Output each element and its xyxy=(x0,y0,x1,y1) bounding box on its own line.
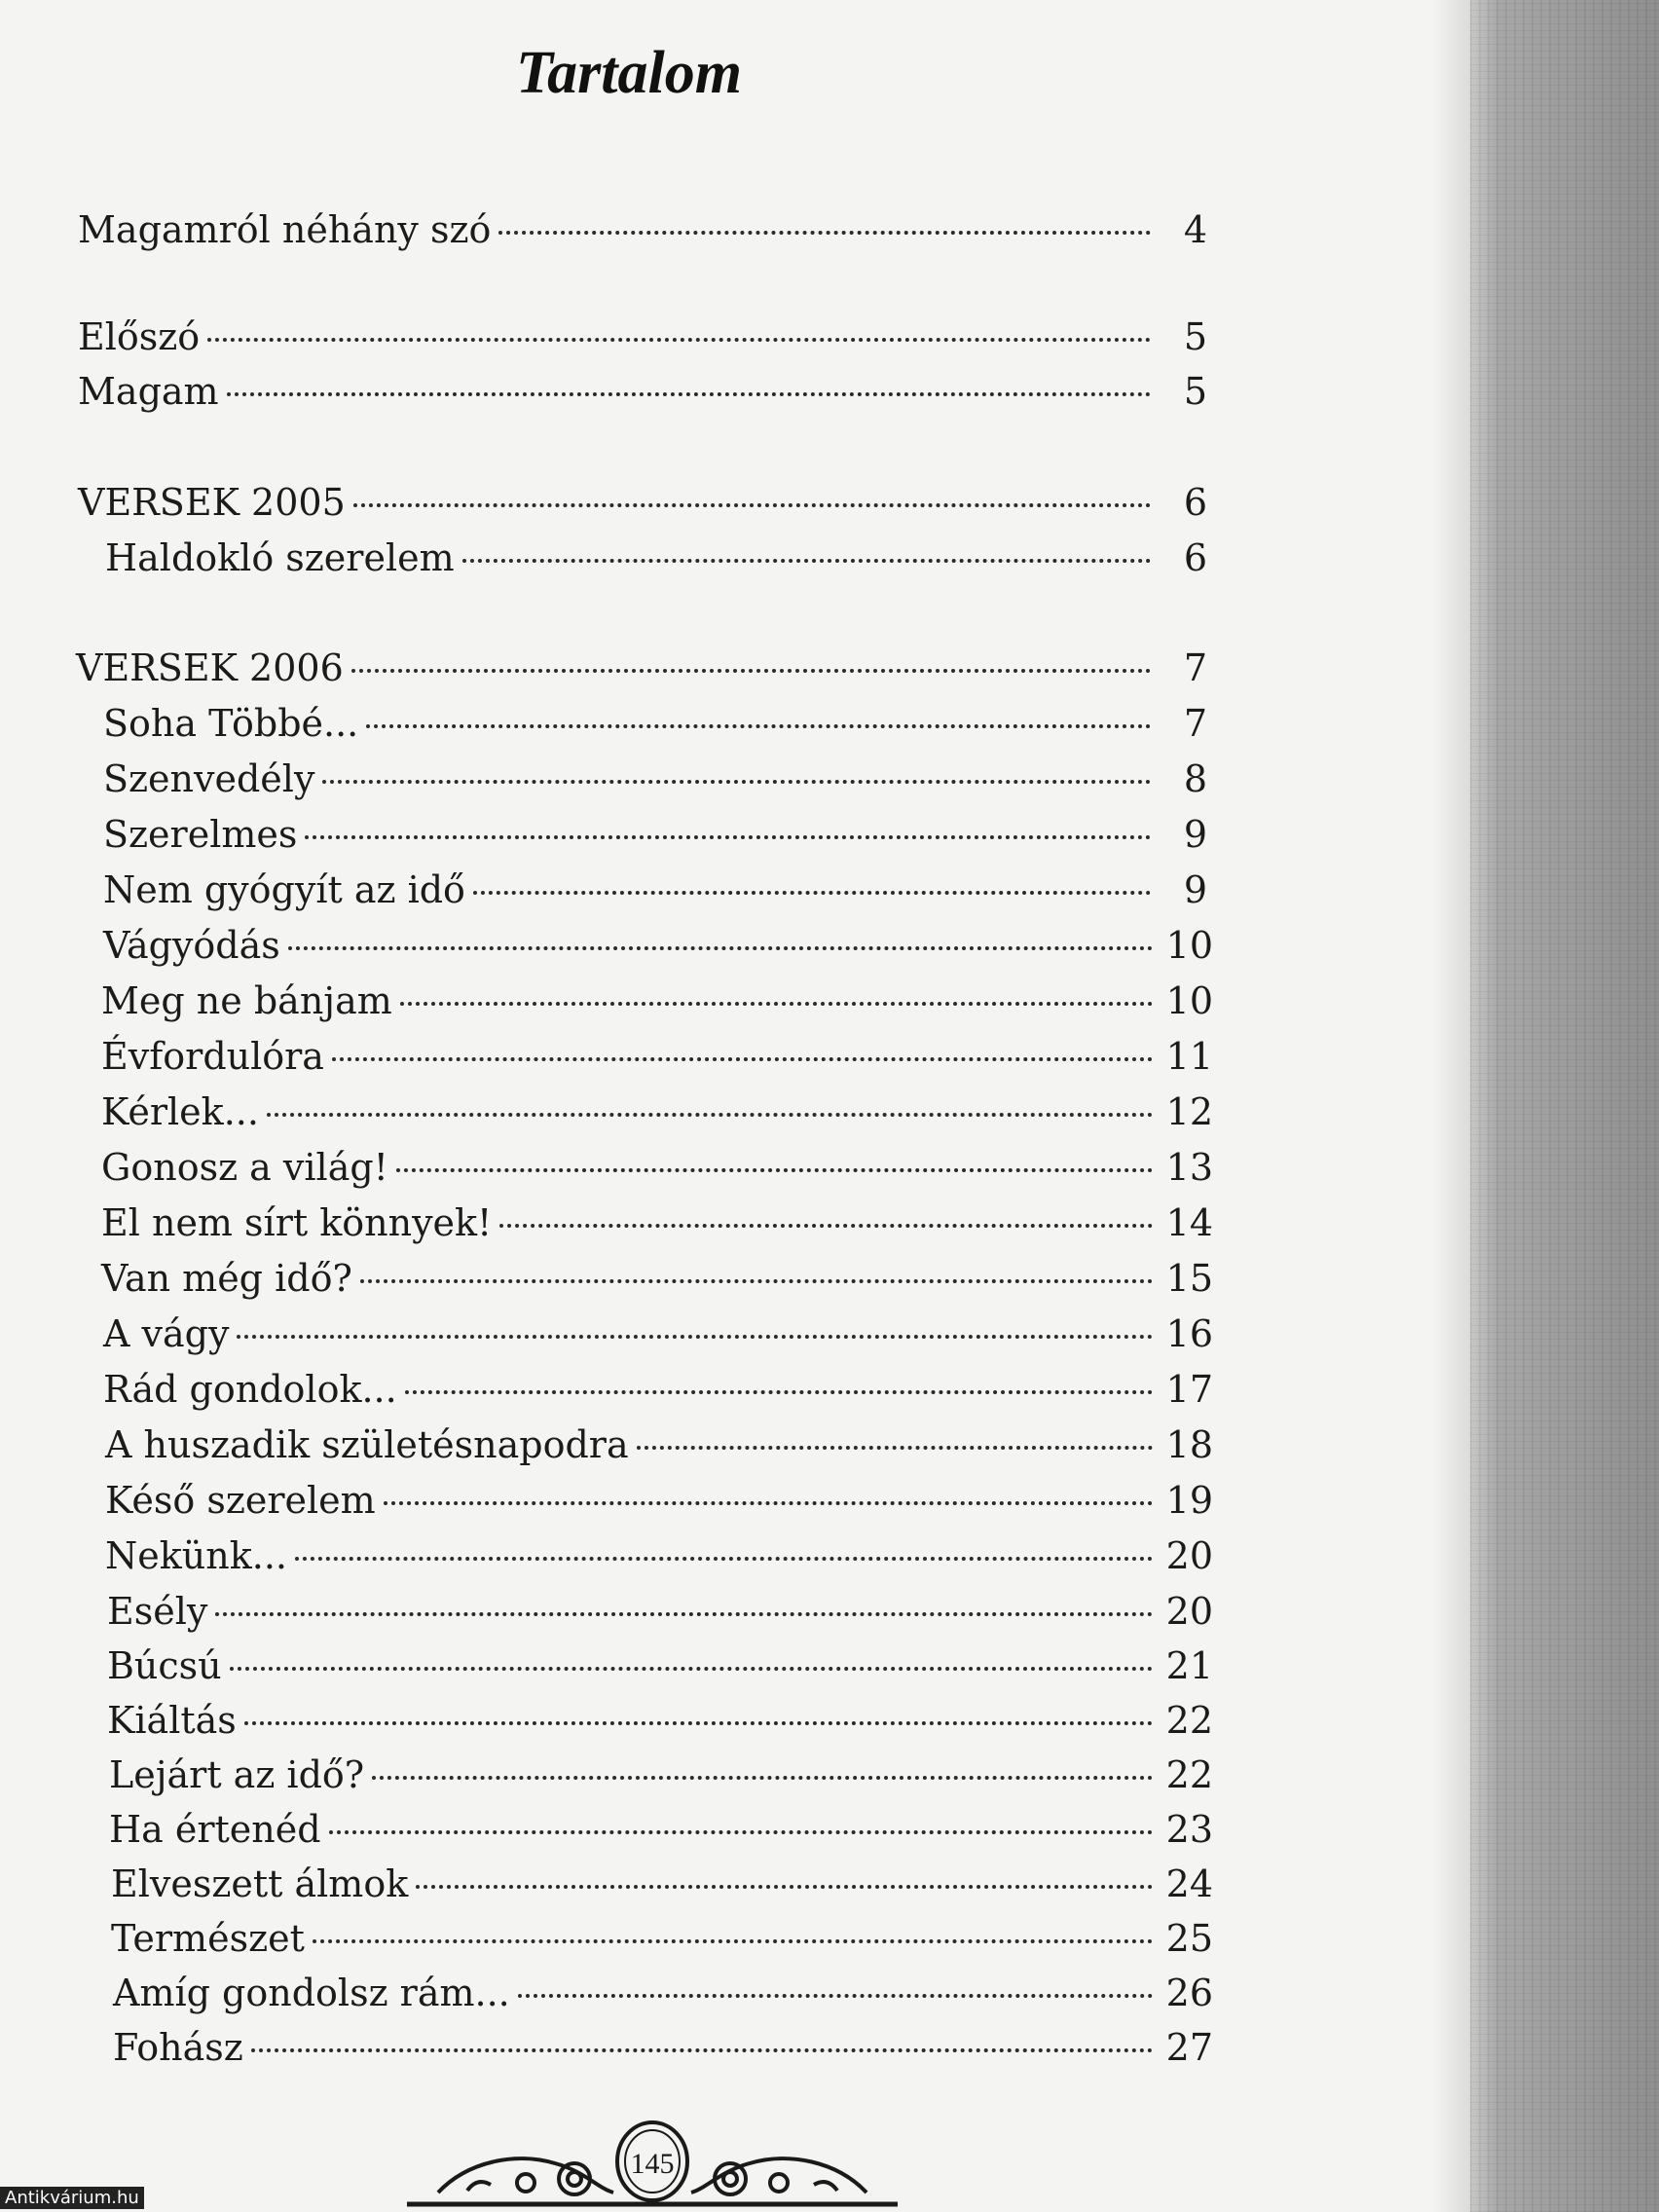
toc-entry xyxy=(107,1584,1213,1639)
toc-entry-page: 15 xyxy=(1165,1257,1213,1300)
leader-dots xyxy=(227,392,1151,396)
toc-entry xyxy=(109,1748,1213,1802)
watermark-logo: Antikvárium.hu xyxy=(0,2187,144,2209)
toc-entry xyxy=(101,1196,1213,1250)
leader-dots xyxy=(372,1776,1152,1780)
toc-entry-title: Esély xyxy=(107,1590,208,1633)
leader-dots xyxy=(351,669,1151,673)
toc-entry xyxy=(103,752,1207,806)
toc-entry xyxy=(76,641,1207,695)
leader-dots xyxy=(462,559,1151,563)
page-shadow xyxy=(1431,0,1470,2212)
toc-entry-title: Előszó xyxy=(78,315,201,358)
leader-dots xyxy=(237,1335,1152,1339)
toc-entry-title: Amíg gondolsz rám... xyxy=(113,1972,510,2014)
leader-dots xyxy=(322,780,1151,784)
toc-entry xyxy=(111,1857,1213,1911)
toc-entry xyxy=(78,475,1207,530)
leader-dots xyxy=(207,338,1151,342)
toc-entry-title: Rád gondolok... xyxy=(103,1368,397,1411)
leader-dots xyxy=(405,1390,1153,1394)
leader-dots xyxy=(400,1002,1153,1006)
toc-entry xyxy=(103,1362,1213,1417)
toc-entry xyxy=(101,1140,1213,1195)
toc-entry-title: Lejárt az idő? xyxy=(109,1753,365,1796)
toc-entry-page: 5 xyxy=(1183,315,1207,358)
toc-entry-page: 17 xyxy=(1165,1368,1213,1411)
toc-entry xyxy=(101,1029,1213,1084)
toc-entry-page: 8 xyxy=(1183,757,1207,800)
toc-entry-page: 9 xyxy=(1183,868,1207,911)
toc-entry xyxy=(105,1418,1213,1472)
toc-entry-page: 27 xyxy=(1165,2026,1213,2069)
toc-entry xyxy=(78,203,1207,257)
toc-entry-title: A vágy xyxy=(103,1312,230,1355)
toc-entry xyxy=(105,1529,1213,1583)
toc-entry-title: Késő szerelem xyxy=(105,1479,376,1522)
toc-entry xyxy=(78,364,1207,419)
toc-entry-title: Magamról néhány szó xyxy=(78,208,492,251)
page-title: Tartalom xyxy=(516,40,742,106)
leader-dots xyxy=(313,1939,1153,1943)
leader-dots xyxy=(215,1612,1152,1616)
leader-dots xyxy=(498,231,1151,235)
toc-entry xyxy=(111,1911,1213,1966)
toc-entry-page: 4 xyxy=(1183,208,1207,251)
leader-dots xyxy=(396,1168,1153,1172)
toc-entry-title: Gonosz a világ! xyxy=(101,1146,388,1189)
toc-entry-page: 22 xyxy=(1165,1753,1213,1796)
toc-entry-title: Elveszett álmok xyxy=(111,1862,409,1905)
leader-dots xyxy=(230,1667,1153,1671)
toc-entry-title: VERSEK 2006 xyxy=(76,646,344,689)
toc-entry xyxy=(101,1085,1213,1139)
leader-dots xyxy=(637,1446,1153,1450)
toc-entry-page: 9 xyxy=(1183,813,1207,856)
toc-entry-title: Évfordulóra xyxy=(101,1035,324,1078)
toc-entry-title: Magam xyxy=(78,370,219,413)
leader-dots xyxy=(332,1057,1153,1061)
toc-entry-page: 20 xyxy=(1165,1590,1213,1633)
toc-entry-title: Soha Többé... xyxy=(103,702,359,745)
toc-entry-page: 13 xyxy=(1165,1146,1213,1189)
toc-entry-page: 10 xyxy=(1165,924,1213,967)
toc-entry-page: 18 xyxy=(1165,1423,1213,1466)
toc-entry-title: Haldokló szerelem xyxy=(105,536,455,579)
toc-entry-page: 22 xyxy=(1165,1699,1213,1742)
toc-entry-title: Búcsú xyxy=(107,1644,222,1687)
toc-entry xyxy=(107,1693,1213,1748)
leader-dots xyxy=(416,1885,1152,1889)
toc-entry-title: El nem sírt könnyek! xyxy=(101,1201,493,1244)
toc-entry xyxy=(103,1307,1213,1361)
toc-entry-page: 19 xyxy=(1165,1479,1213,1522)
toc-entry-title: Fohász xyxy=(113,2026,243,2069)
toc-entry xyxy=(103,807,1207,862)
toc-entry-title: Szenvedély xyxy=(103,757,315,800)
toc-entry xyxy=(105,531,1207,585)
toc-entry-page: 7 xyxy=(1183,646,1207,689)
toc-entry xyxy=(101,974,1213,1028)
toc-entry-title: Nem gyógyít az idő xyxy=(103,868,465,911)
toc-entry xyxy=(107,1639,1213,1693)
toc-entry-title: Nekünk... xyxy=(105,1534,287,1577)
leader-dots xyxy=(267,1113,1153,1117)
toc-entry-page: 26 xyxy=(1165,1972,1213,2014)
leader-dots xyxy=(473,891,1151,895)
toc-entry xyxy=(113,1966,1213,2020)
toc-entry xyxy=(109,1802,1213,1857)
toc-entry-page: 20 xyxy=(1165,1534,1213,1577)
toc-entry-title: Meg ne bánjam xyxy=(101,979,392,1022)
toc-entry-title: Szerelmes xyxy=(103,813,298,856)
leader-dots xyxy=(360,1279,1153,1283)
toc-entry-page: 6 xyxy=(1183,481,1207,524)
leader-dots xyxy=(288,946,1153,950)
toc-entry-title: A huszadik születésnapodra xyxy=(105,1423,629,1466)
toc-entry xyxy=(103,696,1207,751)
toc-entry-page: 6 xyxy=(1183,536,1207,579)
leader-dots xyxy=(518,1994,1153,1998)
leader-dots xyxy=(244,1721,1153,1725)
toc-entry-title: Természet xyxy=(111,1917,305,1960)
toc-entry xyxy=(103,918,1213,973)
toc-entry-title: Van még idő? xyxy=(101,1257,352,1300)
toc-entry-page: 7 xyxy=(1183,702,1207,745)
toc-entry xyxy=(113,2020,1213,2075)
leader-dots xyxy=(366,724,1151,728)
toc-entry-page: 24 xyxy=(1165,1862,1213,1905)
page-number-ornament xyxy=(399,2103,905,2212)
leader-dots xyxy=(329,1830,1153,1834)
toc-entry-title: Vágyódás xyxy=(103,924,280,967)
background-edge xyxy=(1470,0,1659,2212)
toc-entry-title: VERSEK 2005 xyxy=(78,481,346,524)
toc-entry-title: Kiáltás xyxy=(107,1699,237,1742)
leader-dots xyxy=(305,835,1151,839)
toc-entry-page: 25 xyxy=(1165,1917,1213,1960)
toc-entry xyxy=(78,310,1207,364)
leader-dots xyxy=(251,2048,1153,2052)
toc-entry-page: 5 xyxy=(1183,370,1207,413)
toc-entry-title: Ha értenéd xyxy=(109,1808,321,1851)
toc-entry-page: 21 xyxy=(1165,1644,1213,1687)
leader-dots xyxy=(499,1224,1152,1228)
toc-entry-page: 14 xyxy=(1165,1201,1213,1244)
toc-entry xyxy=(101,1251,1213,1306)
toc-entry-page: 10 xyxy=(1165,979,1213,1022)
leader-dots xyxy=(295,1557,1153,1561)
toc-entry xyxy=(103,863,1207,917)
leader-dots xyxy=(353,503,1151,507)
toc-entry xyxy=(105,1473,1213,1528)
toc-entry-page: 11 xyxy=(1165,1035,1213,1078)
toc-entry-page: 23 xyxy=(1165,1808,1213,1851)
toc-entry-page: 16 xyxy=(1165,1312,1213,1355)
page-number: 145 xyxy=(630,2148,675,2180)
leader-dots xyxy=(384,1501,1153,1505)
toc-entry-page: 12 xyxy=(1165,1090,1213,1133)
toc-entry-title: Kérlek... xyxy=(101,1090,259,1133)
